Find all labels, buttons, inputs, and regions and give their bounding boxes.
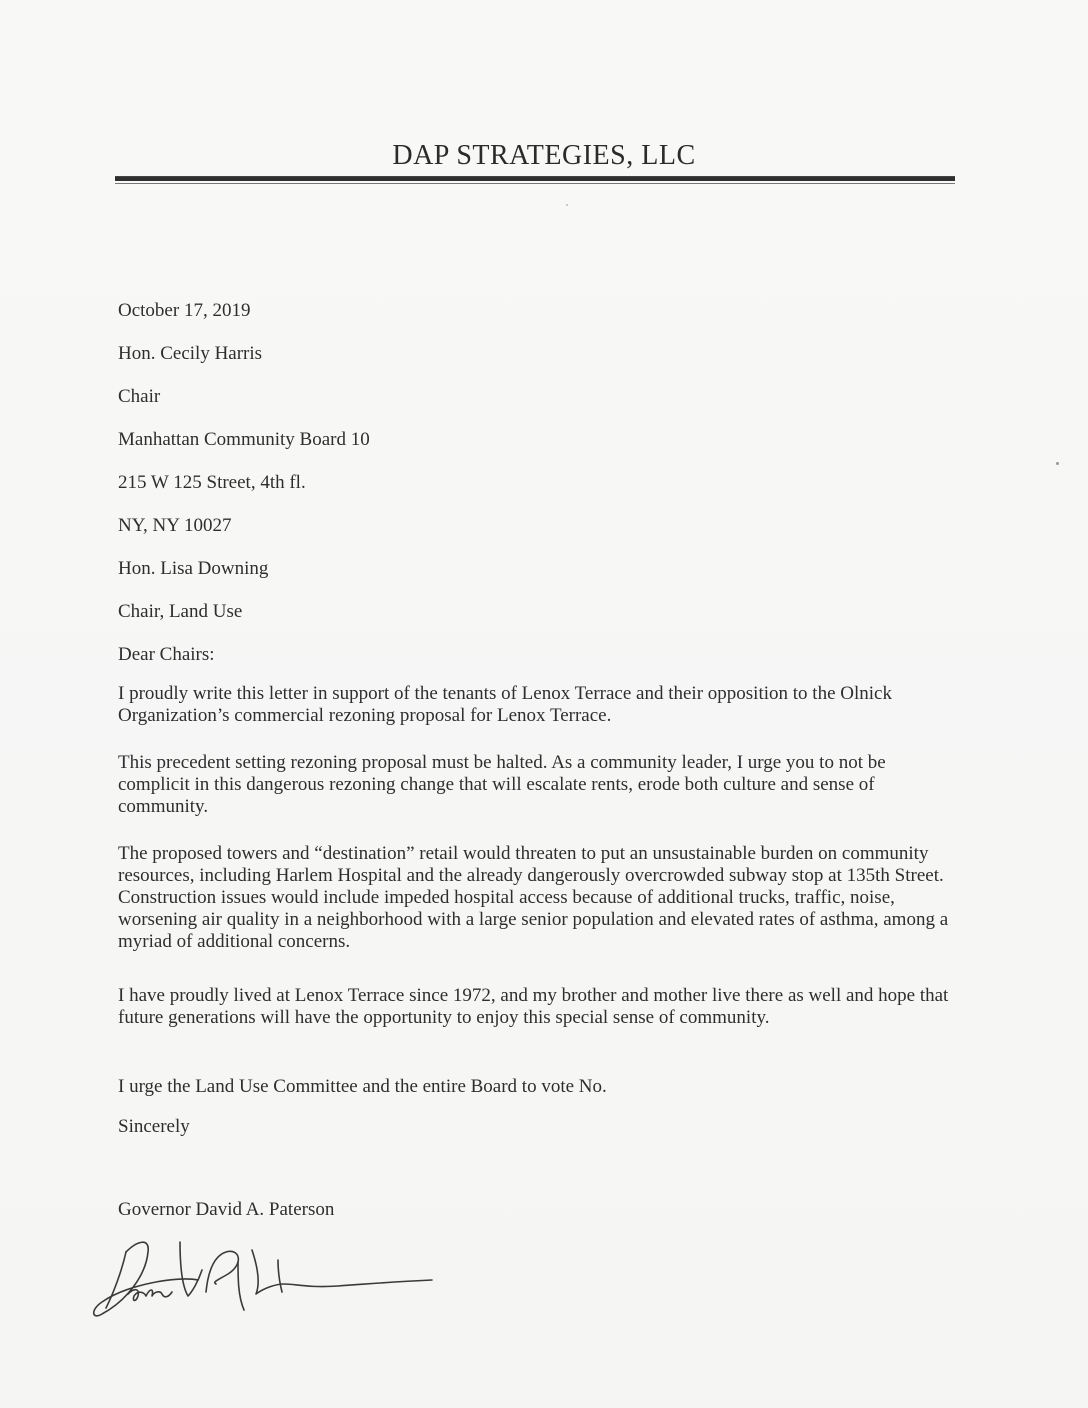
- body-paragraph-3: The proposed towers and “destination” retail would threaten to put an unsustainable burden on community resources, including Harlem Hospital and the already dangerously overcrowded subway stop at 135th Street. Construction issues would include impeded hospital access because of additional trucks, traffic, noise, worsening air quality in a neighborhood with a large senior population and elevated rates of asthma, among a myriad of additional concerns.: [118, 843, 949, 952]
- recipient2-title: Chair, Land Use: [118, 601, 243, 622]
- scan-speck: [1056, 462, 1059, 465]
- recipient1-title: Chair: [118, 386, 161, 407]
- letterhead-rule: [115, 176, 955, 181]
- body-paragraph-2: This precedent setting rezoning proposal must be halted. As a community leader, I urge you to not be complicit in this dangerous rezoning change that will escalate rents, erode both culture and sense of community.: [118, 752, 886, 817]
- letterhead-company-name: DAP STRATEGIES, LLC: [392, 140, 696, 171]
- salutation: Dear Chairs:: [118, 644, 215, 665]
- body-paragraph-4: I have proudly lived at Lenox Terrace since 1972, and my brother and mother live there as well and hope that future generations will have the opportunity to enjoy this special sense of community.: [118, 985, 949, 1028]
- closing: Sincerely: [118, 1116, 190, 1137]
- signer-name: Governor David A. Paterson: [118, 1199, 335, 1220]
- body-paragraph-1: I proudly write this letter in support of the tenants of Lenox Terrace and their opposition to the Olnick Organization’s commercial rezoning proposal for Lenox Terrace.: [118, 683, 892, 726]
- recipient-organization: Manhattan Community Board 10: [118, 429, 370, 450]
- scan-speck: [566, 204, 568, 206]
- recipient1-name: Hon. Cecily Harris: [118, 343, 263, 364]
- address-line-1: 215 W 125 Street, 4th fl.: [118, 472, 306, 493]
- handwritten-signature: [88, 1222, 448, 1332]
- address-line-2: NY, NY 10027: [118, 515, 232, 536]
- recipient2-name: Hon. Lisa Downing: [118, 558, 269, 579]
- letterhead-rule-thin: [115, 183, 955, 184]
- letter-date: October 17, 2019: [118, 300, 251, 321]
- body-paragraph-5: I urge the Land Use Committee and the entire Board to vote No.: [118, 1076, 607, 1097]
